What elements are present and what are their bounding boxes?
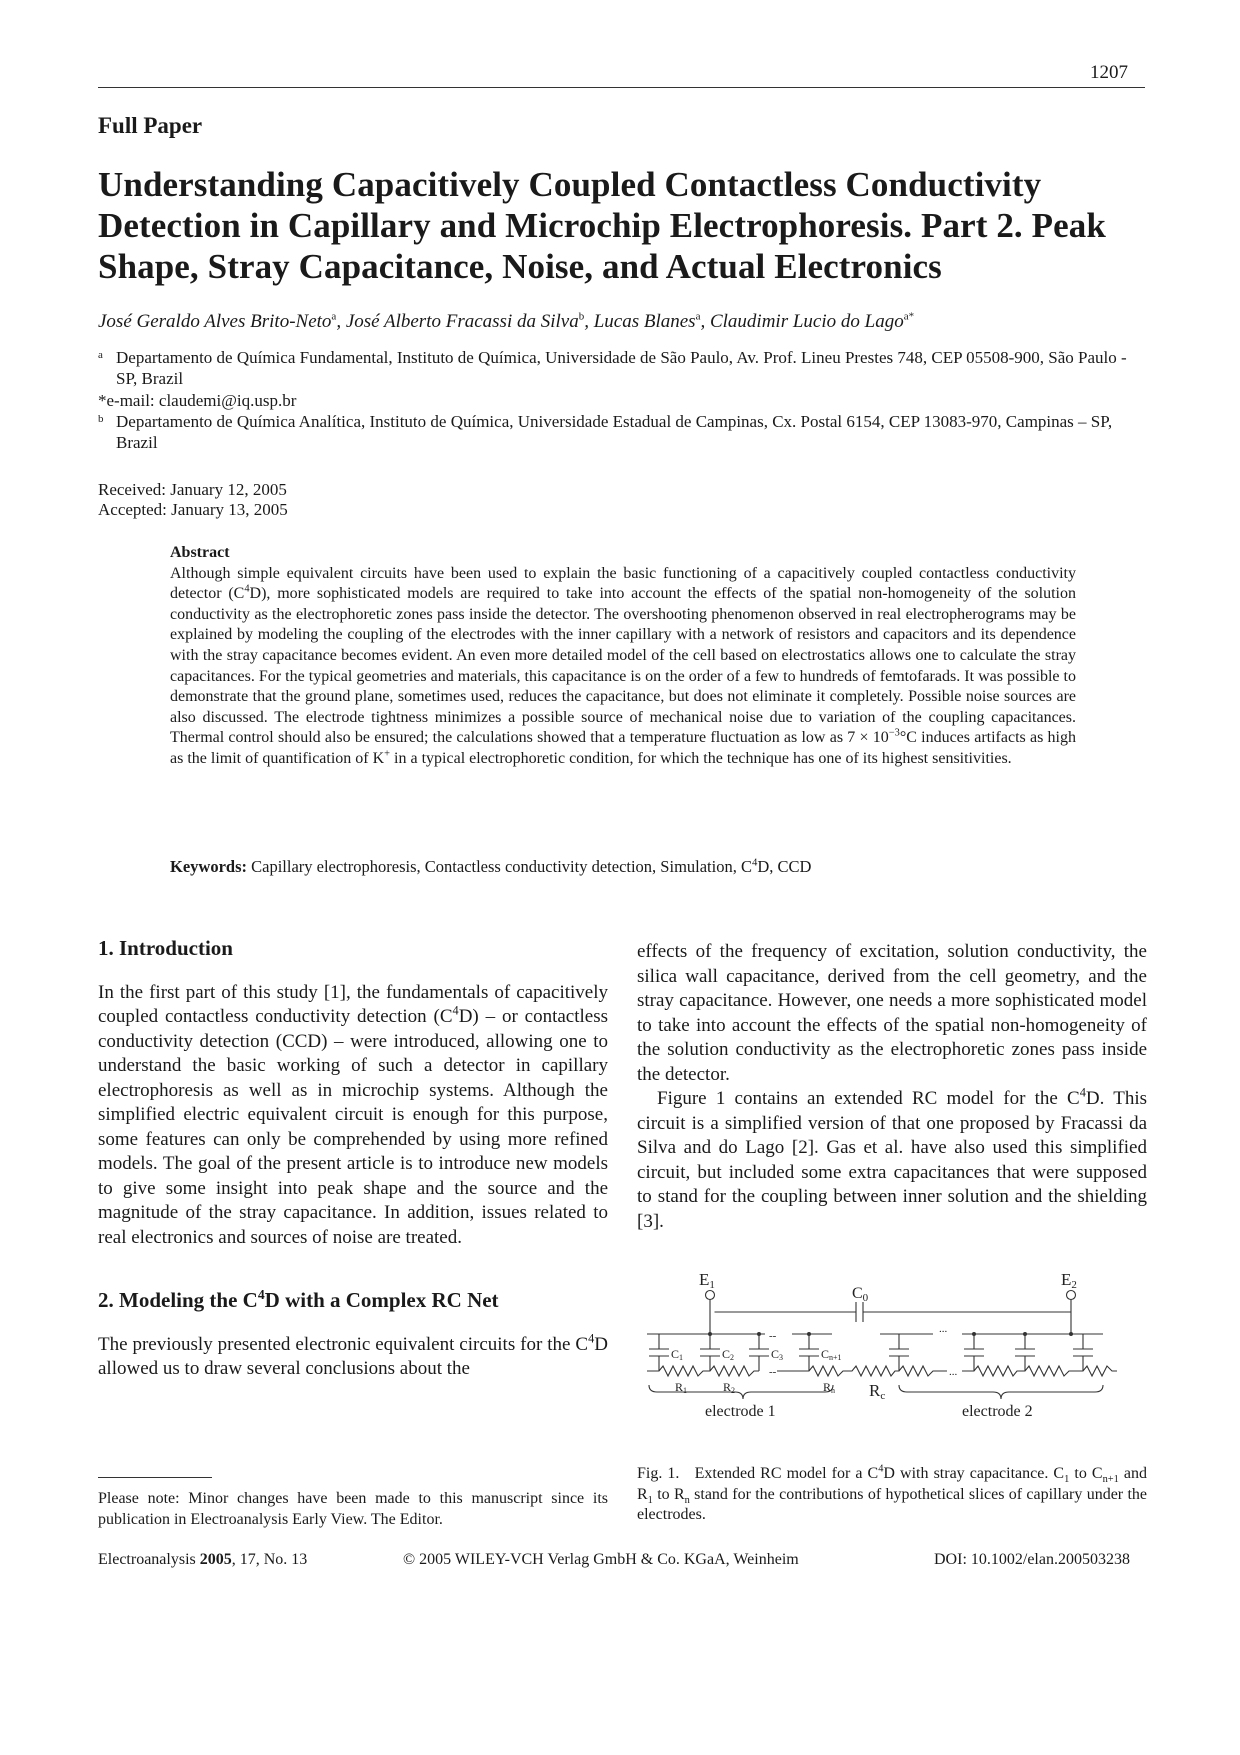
subscript: 2 bbox=[731, 1386, 736, 1395]
subscript: 2 bbox=[730, 1353, 735, 1362]
author-affiliation-mark: a* bbox=[903, 310, 915, 323]
affiliation-a bbox=[98, 347, 1148, 389]
accepted-date: Accepted: January 13, 2005 bbox=[98, 500, 288, 519]
received-date: Received: January 12, 2005 bbox=[98, 480, 287, 499]
text: Electroanalysis bbox=[98, 1551, 200, 1568]
subscript: 1 bbox=[647, 1494, 653, 1506]
text: , 17, No. 13 bbox=[231, 1551, 308, 1568]
text: D with stray capacitance. C bbox=[883, 1465, 1065, 1482]
superscript: −3 bbox=[888, 728, 900, 740]
rn-label: R bbox=[823, 1380, 832, 1394]
continuation-dashes: -- bbox=[769, 1366, 777, 1378]
author-affiliation-mark: a bbox=[331, 310, 337, 323]
superscript: 4 bbox=[257, 1287, 265, 1302]
svg-text:C1 bbox=[671, 1347, 683, 1362]
keywords bbox=[170, 857, 1076, 877]
paragraph: effects of the frequency of excitation, solution conductivity, the silica wall capacitance, derived from the cell geometry, and the stray capacitance. However, one needs a more sophisticated model to take into account the effects of the spatial non-homogeneity of the solution conductivity as the electrophoretic zones pass inside the detector. bbox=[637, 941, 1147, 1085]
paragraph bbox=[98, 1333, 608, 1382]
text: Figure 1 contains an extended RC model for the C bbox=[657, 1088, 1080, 1109]
superscript: 4 bbox=[244, 583, 250, 595]
editor-note: Please note: Minor changes have been made to this manuscript since its publication in Electroanalysis Early View. The Editor. bbox=[98, 1490, 608, 1528]
abstract bbox=[170, 543, 1076, 770]
figure-1-caption bbox=[637, 1464, 1147, 1526]
subscript: n bbox=[831, 1386, 836, 1395]
svg-text:E2 bbox=[1061, 1270, 1077, 1291]
abstract-text: D), more sophisticated models are required to take into account the effects of the spatial non-homogeneity of the solution conductivity as the electrophoretic zones pass inside the detector. The overshooting phenomenon observed in real electropherograms may be explained by modeling the coupling of the electrodes with the inner capillary with a network of resistors and capacitors and its dependence with the stray capacitance becomes evident. An even more detailed model of the cell based on electrostatics allows one to calculate the stray capacitances. For the typical geometries and materials, this capacitance is on the order of a few to hundreds of femtofarads. It was possible to demonstrate that the ground plane, sometimes used, reduces the capacitance, but does not eliminate it completely. Possible noise sources are also discussed. The electrode tightness minimizes a possible source of mechanical noise due to variation of the coupling capacitances. Thermal control should also be ensured; the calculations showed that a temperature fluctuation as low as 7 × 10 bbox=[170, 585, 1077, 747]
text: and R bbox=[637, 1465, 1148, 1503]
continuation-dots: ... bbox=[949, 1366, 958, 1378]
r1-label: R bbox=[675, 1380, 684, 1394]
abstract-text: °C induces artifacts as high as the limit of quantification of K bbox=[170, 729, 1076, 767]
e2-label: E bbox=[1061, 1270, 1072, 1289]
continuation-dashes: -- bbox=[769, 1330, 777, 1342]
paragraph bbox=[98, 981, 608, 1251]
cn1-label: C bbox=[821, 1347, 830, 1361]
author-list: José Geraldo Alves Brito-Neto$^a$, José Alberto Fracassi da Silva$^b$, Lucas Blanes$^a$, Claudimir Lucio do Lago$^{a*}$ bbox=[98, 310, 915, 332]
text: Extended RC model for a C bbox=[694, 1465, 879, 1482]
author-name: Claudimir Lucio do Lago bbox=[709, 311, 904, 332]
subscript: n bbox=[684, 1494, 690, 1506]
affiliation-mark: a bbox=[98, 349, 103, 361]
subscript: 1 bbox=[679, 1353, 684, 1362]
section-label: Full Paper bbox=[98, 113, 203, 138]
right-column bbox=[637, 940, 1147, 1234]
svg-text:E1 bbox=[699, 1270, 715, 1291]
svg-text:Rn bbox=[823, 1380, 835, 1395]
subscript: 3 bbox=[779, 1353, 784, 1362]
affiliation-text: Departamento de Química Fundamental, Instituto de Química, Universidade de São Paulo, Av. Prof. Lineu Prestes 748, CEP 05508-900, São Paulo - SP, Brazil bbox=[116, 348, 1127, 388]
section-heading-introduction: 1. Introduction bbox=[98, 936, 233, 960]
superscript: + bbox=[384, 748, 391, 760]
article-dates bbox=[98, 480, 288, 520]
svg-text:C2 bbox=[722, 1347, 734, 1362]
left-column bbox=[98, 936, 608, 1382]
author-affiliation-mark: b bbox=[578, 310, 585, 323]
text: D allowed us to draw several conclusions about the bbox=[98, 1333, 608, 1379]
svg-text:Rc bbox=[869, 1381, 885, 1402]
header-rule bbox=[98, 87, 1145, 88]
keywords-label: Keywords: bbox=[170, 857, 247, 876]
paragraph bbox=[637, 1087, 1147, 1234]
text: stand for the contributions of hypothetical slices of capillary under the electrodes. bbox=[637, 1485, 1147, 1523]
keywords-text: Capillary electrophoresis, Contactless conductivity detection, Simulation, C bbox=[247, 857, 752, 876]
page-number: 1207 bbox=[1090, 62, 1128, 83]
text: to R bbox=[652, 1485, 685, 1503]
subscript: 1 bbox=[1064, 1474, 1070, 1486]
r2-label: R bbox=[723, 1380, 732, 1394]
svg-text:R2 bbox=[723, 1380, 735, 1395]
subscript: 1 bbox=[683, 1386, 688, 1395]
text: In the first part of this study [1], the fundamentals of capacitively coupled contactless conductivity detection (C bbox=[98, 981, 608, 1027]
superscript: 4 bbox=[878, 1463, 884, 1475]
text: to C bbox=[1069, 1465, 1103, 1482]
paper-title: Understanding Capacitively Coupled Contactless Conductivity Detection in Capillary and Microchip Electrophoresis. Part 2. Peak Shape, Stray Capacitance, Noise, and Actual Electronics bbox=[98, 165, 1106, 286]
abstract-text: in a typical electrophoretic condition, for which the technique has one of its highest sensitivities. bbox=[390, 749, 1012, 767]
abstract-text: Although simple equivalent circuits have been used to explain the basic functioning of a capacitively coupled contactless conductivity detector (C bbox=[170, 564, 1076, 603]
c3-label: C bbox=[771, 1347, 780, 1361]
text: 2. Modeling the C bbox=[98, 1288, 258, 1312]
svg-text:C0 bbox=[852, 1285, 869, 1304]
c2-label: C bbox=[722, 1347, 731, 1361]
affiliation-mark: b bbox=[98, 413, 104, 425]
subscript: 2 bbox=[1071, 1279, 1077, 1291]
superscript: 4 bbox=[452, 1003, 459, 1018]
footer-copyright: © 2005 WILEY-VCH Verlag GmbH & Co. KGaA, Weinheim bbox=[403, 1551, 799, 1568]
svg-text:C3 bbox=[771, 1347, 783, 1362]
subscript: n+1 bbox=[829, 1353, 842, 1362]
text: 2005 bbox=[199, 1551, 232, 1568]
footnote-rule bbox=[98, 1477, 212, 1478]
e1-label: E bbox=[699, 1270, 710, 1289]
author-name: Lucas Blanes bbox=[593, 311, 696, 332]
affiliation-b bbox=[98, 411, 1148, 453]
affiliation-text: Departamento de Química Analítica, Instituto de Química, Universidade Estadual de Campinas, Cx. Postal 6154, CEP 13083-970, Campinas – SP, Brazil bbox=[116, 412, 1113, 452]
author-name: José Alberto Fracassi da Silva bbox=[345, 311, 579, 332]
subscript: c bbox=[880, 1390, 886, 1402]
author-affiliation-mark: a bbox=[695, 310, 701, 323]
figure-1-circuit-diagram bbox=[637, 1268, 1147, 1458]
svg-text:Cn+1 bbox=[821, 1347, 842, 1362]
c1-label: C bbox=[671, 1347, 680, 1361]
electrode-2-label: electrode 2 bbox=[962, 1403, 1033, 1420]
c0-label: C bbox=[852, 1285, 863, 1302]
footer-journal bbox=[98, 1551, 307, 1569]
electrode-1-label: electrode 1 bbox=[705, 1403, 776, 1420]
superscript: 4 bbox=[1079, 1085, 1086, 1100]
abstract-heading: Abstract bbox=[170, 544, 230, 561]
text: D with a Complex RC Net bbox=[264, 1288, 499, 1312]
svg-text:R1 bbox=[675, 1380, 687, 1395]
keywords-text: D, CCD bbox=[757, 857, 812, 876]
subscript: 1 bbox=[709, 1279, 715, 1291]
section-heading-modeling bbox=[98, 1288, 608, 1313]
rc-label: R bbox=[869, 1381, 881, 1400]
superscript: 4 bbox=[751, 856, 758, 869]
text: D. This circuit is a simplified version of that one proposed by Fracassi da Silva and do Lago [2]. Gas et al. have also used this simplified circuit, but included some extra capacitances that were supposed to stand for the coupling between inner solution and the shielding [3]. bbox=[637, 1088, 1147, 1232]
text: The previously presented electronic equivalent circuits for the C bbox=[98, 1333, 589, 1355]
subscript: 0 bbox=[862, 1292, 869, 1304]
caption-label: Fig. 1. bbox=[637, 1465, 680, 1482]
author-email: *e-mail: claudemi@iq.usp.br bbox=[98, 391, 297, 410]
author-name: José Geraldo Alves Brito-Neto bbox=[98, 311, 332, 332]
subscript: n+1 bbox=[1102, 1474, 1119, 1486]
footer-doi: DOI: 10.1002/elan.200503238 bbox=[934, 1551, 1130, 1568]
superscript: 4 bbox=[588, 1331, 595, 1346]
continuation-dots: ... bbox=[939, 1323, 948, 1335]
text: D) – or contactless conductivity detection (CCD) – were introduced, allowing one to understand the basic working of such a detector in capillary electrophoresis as well as in microchip systems. Although the simplified electric equivalent circuit is enough for this purpose, some features can only be comprehended by using more refined models. The goal of the present article is to introduce new models to give some insight into peak shape and the source and the magnitude of the stray capacitance. In addition, issues related to real electronics and sources of noise are treated. bbox=[98, 1006, 608, 1248]
